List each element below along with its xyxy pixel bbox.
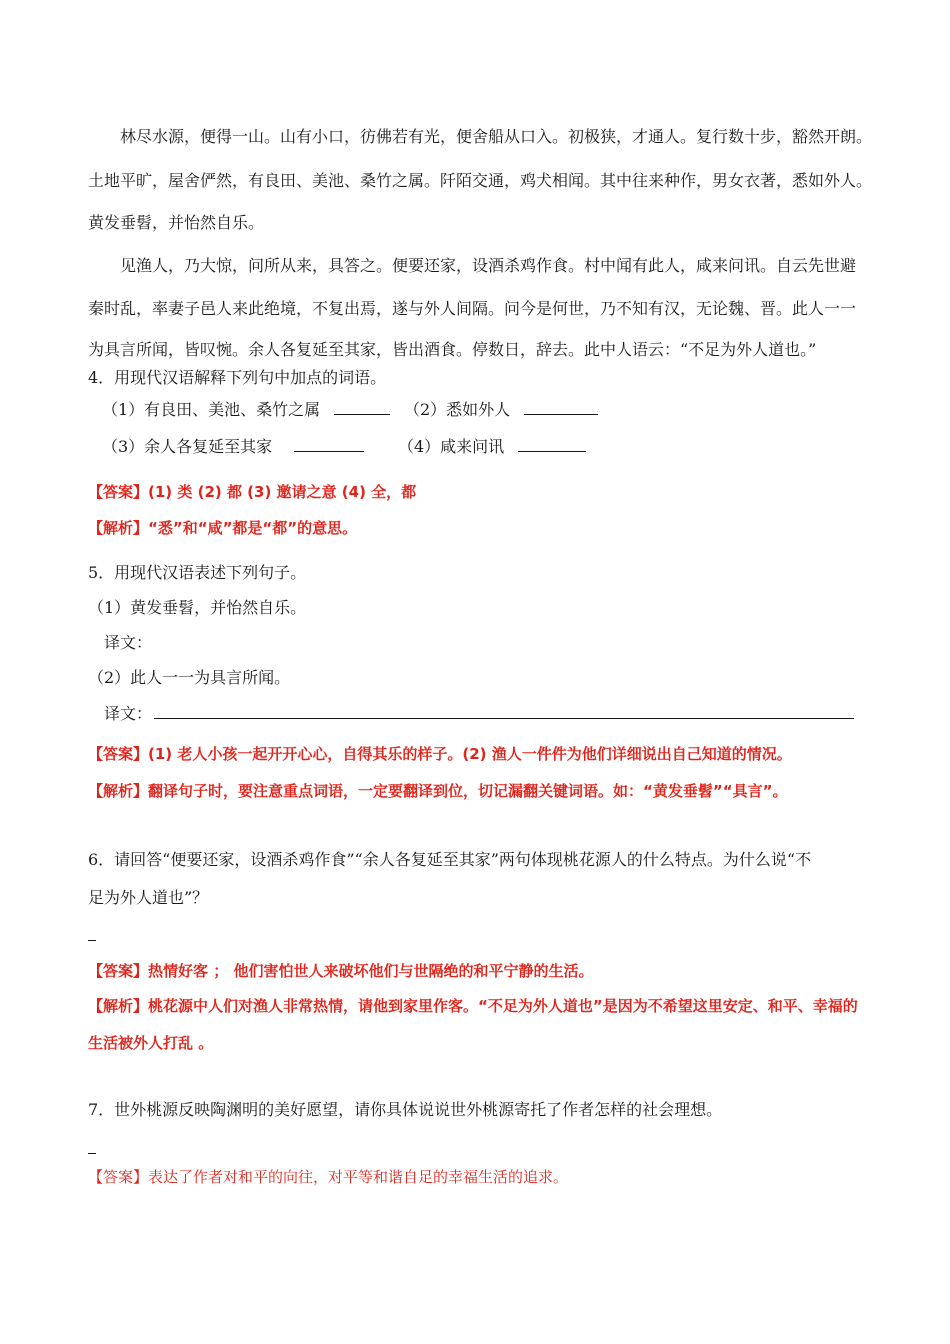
q4-item-4-text: （4）咸来问讯 — [398, 437, 505, 456]
q6-prompt-line-1: 6．请回答“便要还家，设酒杀鸡作食”“余人各复延至其家”两句体现桃花源人的什么特点。为什么说“不 — [88, 850, 812, 869]
q4-answer: 【答案】(1) 类 (2) 都 (3) 邀请之意 (4) 全，都 — [88, 483, 417, 501]
passage-line-3: 黄发垂髫，并怡然自乐。 — [88, 213, 265, 232]
q7-prompt: 7．世外桃源反映陶渊明的美好愿望，请你具体说说世外桃源寄托了作者怎样的社会理想。 — [88, 1100, 723, 1119]
q5-item-1: （1）黄发垂髫，并怡然自乐。 — [88, 598, 307, 617]
q5-prompt: 5．用现代汉语表述下列句子。 — [88, 563, 307, 582]
q6-prompt-line-2: 足为外人道也”？ — [88, 888, 209, 907]
q4-prompt: 4．用现代汉语解释下列句中加点的词语。 — [88, 368, 387, 387]
q4-item-4 — [398, 437, 586, 457]
q4-item-2 — [404, 400, 598, 420]
passage-line-4: 见渔人，乃大惊，问所从来，具答之。便要还家，设酒杀鸡作食。村中闻有此人，咸来问讯。自云先世避 — [120, 256, 857, 275]
q6-analysis-line-2: 生活被外人打乱 。 — [88, 1034, 214, 1052]
q4-item-1-text: （1）有良田、美池、桑竹之属 — [102, 400, 321, 419]
q6-analysis-line-1: 【解析】桃花源中人们对渔人非常热情，请他到家里作客。“不足为外人道也”是因为不希望这里安定、和平、幸福的 — [88, 997, 858, 1015]
passage-line-1: 林尽水源，便得一山。山有小口，彷佛若有光，便舍船从口入。初极狭，才通人。复行数十步，豁然开朗。 — [120, 127, 873, 146]
passage-line-5: 秦时乱，率妻子邑人来此绝境，不复出焉，遂与外人间隔。问今是何世，乃不知有汉，无论魏、晋。此人一一 — [88, 299, 857, 318]
q4-answer-blank-2[interactable] — [524, 400, 598, 415]
q6-answer-cursor — [88, 940, 96, 941]
q5-label-2: 译文： — [104, 704, 153, 723]
q5-translation-2 — [104, 704, 854, 724]
q4-analysis: 【解析】“悉”和“咸”都是“都”的意思。 — [88, 519, 358, 537]
q4-answer-blank-1[interactable] — [334, 400, 390, 415]
q5-translation-blank[interactable] — [154, 704, 854, 719]
q5-analysis: 【解析】翻译句子时，要注意重点词语，一定要翻译到位，切记漏翻关键词语。如：“黄发垂髫”“具言”。 — [88, 782, 788, 800]
passage-line-6: 为具言所闻，皆叹惋。余人各复延至其家，皆出酒食。停数日，辞去。此中人语云：“不足为外人道也。” — [88, 340, 817, 359]
q7-answer-cursor — [88, 1153, 96, 1154]
q4-item-2-text: （2）悉如外人 — [404, 400, 511, 419]
passage-line-2: 土地平旷，屋舍俨然，有良田、美池、桑竹之属。阡陌交通，鸡犬相闻。其中往来种作，男女衣著，悉如外人。 — [88, 171, 873, 190]
q4-item-3-text: （3）余人各复延至其家 — [102, 437, 273, 456]
q4-item-1 — [102, 400, 390, 420]
q5-label-1: 译文： — [104, 633, 153, 652]
q7-answer: 【答案】表达了作者对和平的向往，对平等和谐自足的幸福生活的追求。 — [88, 1168, 569, 1186]
q6-answer: 【答案】热情好客 ； 他们害怕世人来破坏他们与世隔绝的和平宁静的生活。 — [88, 962, 594, 980]
q5-item-2: （2）此人一一为具言所闻。 — [88, 668, 291, 687]
q5-answer: 【答案】(1) 老人小孩一起开开心心，自得其乐的样子。(2) 渔人一件件为他们详细说出自己知道的情况。 — [88, 745, 792, 763]
q4-answer-blank-4[interactable] — [518, 437, 586, 452]
q4-answer-blank-3[interactable] — [294, 437, 364, 452]
q4-item-3 — [102, 437, 364, 457]
